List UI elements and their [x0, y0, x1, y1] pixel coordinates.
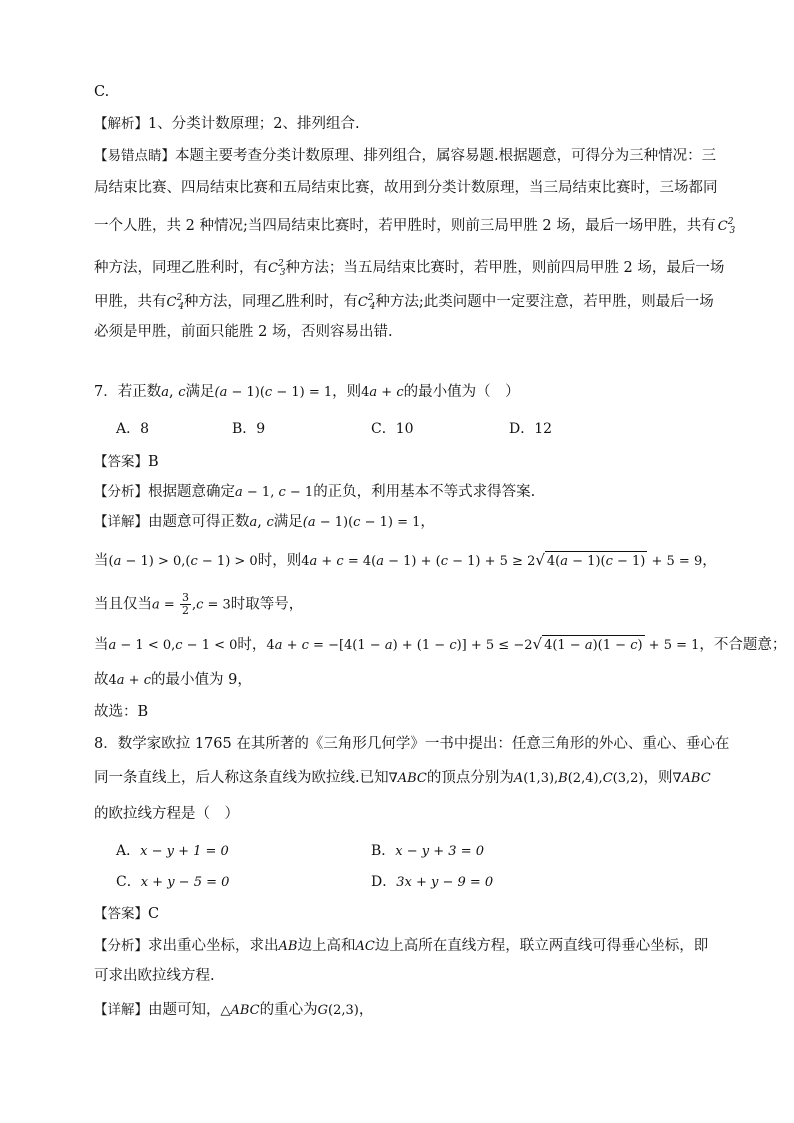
- detail-tag: 【详解】: [94, 514, 148, 530]
- q8-option-c: [116, 871, 229, 891]
- q7-stem: 7．若正数a, c满足(a − 1)(c − 1) = 1，则4a + c的最小值为（ ）: [94, 384, 520, 400]
- q8-option-d-label: D．: [371, 874, 397, 890]
- tip-text-1: 本题主要考查分类计数原理、排列组合，属容易题.根据题意，可得分为三种情况：三: [175, 148, 717, 164]
- c-symbol: $C^2_4$: [357, 293, 376, 312]
- q7-choose: 故选：B: [94, 704, 149, 720]
- q8-analysis-b: 边上高和: [297, 938, 356, 954]
- d3c: ，不合题意；: [699, 637, 787, 653]
- q7-stem-mid: 满足: [185, 384, 215, 400]
- q8-stem-2b: 的顶点分别为: [426, 770, 514, 786]
- analysis-text: 1、分类计数原理；2、排列组合.: [148, 116, 360, 132]
- q8-analysis-a: 求出重心坐标，求出: [148, 938, 279, 954]
- q6-tip-line-4: [94, 254, 724, 283]
- q6-tip-line-2: 局结束比赛、四局结束比赛和五局结束比赛，故用到分类计数原理，当三局结束比赛时，三场都同: [94, 180, 718, 196]
- q6-tip-line-3: [94, 212, 735, 241]
- analysis-tag: 【分析】: [94, 484, 148, 500]
- q7-analysis: 【分析】根据题意确定a − 1, c − 1的正负，利用基本不等式求得答案.: [94, 484, 536, 500]
- q7-number: 7．若正数: [94, 384, 162, 400]
- analysis-text-a: 根据题意确定: [148, 484, 235, 500]
- d4b: 的最小值为 9，: [151, 672, 252, 688]
- q8-option-b: [371, 840, 484, 860]
- q8-option-c-label: C．: [116, 874, 141, 890]
- q8-option-b-label: B．: [371, 843, 396, 859]
- q6-analysis: [94, 114, 360, 134]
- q8-stem-2: 同一条直线上，后人称这条直线为欧拉线.已知∇ABC的顶点分别为A(1,3),B(2,4),C(3,2)，则∇ABC: [94, 770, 711, 786]
- q7-answer: [94, 452, 159, 472]
- detail-text-b: 满足: [273, 514, 303, 530]
- q7-option-d: D．12: [509, 421, 553, 437]
- q7-derivation-1: 当(a − 1) > 0,(c − 1) > 0时，则4a + c = 4(a − 1) + (c − 1) + 5 ≥ 2√ 4(a − 1)(c − 1) + 5 = 9，: [94, 550, 717, 572]
- q6-tip-line-1: [94, 146, 716, 166]
- analysis-tag: 【分析】: [94, 938, 148, 954]
- d1b: 时，则: [257, 553, 302, 569]
- c-symbol: $C^2_3$: [268, 259, 286, 278]
- tip-text-3: 一个人胜，共 2 种情况;当四局结束比赛时，若甲胜时，则前三局甲胜 2 场，最后一场甲胜，共有: [94, 218, 716, 234]
- q8-answer: [94, 904, 159, 924]
- q7-derivation-4: 故4a + c的最小值为 9，: [94, 672, 252, 688]
- d2b: 时取等号，: [230, 596, 304, 613]
- tip-text-5b: 种方法，同理乙胜利时，有: [183, 294, 358, 310]
- detail-text-a: 由题意可得正数: [148, 514, 250, 530]
- q8-option-a: [116, 840, 229, 860]
- q8-detail: 【详解】由题可知，△ABC的重心为G(2,3)，: [94, 1002, 374, 1018]
- d4a: 故: [94, 672, 109, 688]
- q8-option-b-math: x − y + 3 = 0: [395, 844, 484, 859]
- tip-tag: 【易错点睛】: [94, 148, 175, 164]
- q8-stem-1: 8．数学家欧拉 1765 在其所著的《三角形几何学》一书中提出：任意三角形的外心、重心、垂心在: [94, 736, 730, 752]
- detail-tag: 【详解】: [94, 1002, 148, 1018]
- q8-detail-b: 的重心为: [259, 1002, 318, 1018]
- q8-analysis-1: 【分析】求出重心坐标，求出AB边上高和AC边上高所在直线方程，联立两直线可得垂心坐标，即: [94, 938, 709, 954]
- answer-value: C: [148, 906, 160, 922]
- tip-text-4a: 种方法，同理乙胜利时，有: [94, 260, 268, 276]
- q6-answer: C.: [94, 84, 110, 100]
- q8-detail-a: 由题可知，: [148, 1002, 221, 1018]
- d1a: 当: [94, 553, 109, 569]
- tip-text-4b: 种方法；当五局结束比赛时，若甲胜，则前四局甲胜 2 场，最后一场: [285, 260, 725, 276]
- q8-analysis-c: 边上高所在直线方程，联立两直线可得垂心坐标，即: [374, 938, 709, 954]
- q7-detail: 【详解】由题意可得正数a, c满足(a − 1)(c − 1) = 1，: [94, 514, 435, 530]
- q6-tip-line-6: 必须是甲胜，前面只能胜 2 场，否则容易出错.: [94, 324, 393, 340]
- q8-option-d-math: 3x + y − 9 = 0: [396, 875, 494, 890]
- c-symbol: $C^2_4$: [166, 293, 184, 312]
- q8-detail-c: ，: [358, 1002, 374, 1018]
- answer-tag: 【答案】: [94, 454, 148, 470]
- c-4-2-symbol: $C^2_3$: [717, 217, 736, 236]
- d2a: 当且仅当: [94, 596, 152, 613]
- q7-option-c: C．10: [371, 421, 414, 437]
- q7-derivation-2: 当且仅当a = $\frac{3}{2}$ ,c = 3时取等号，: [94, 591, 304, 617]
- q8-option-c-math: x + y − 5 = 0: [140, 875, 230, 890]
- analysis-text-b: 的正负，利用基本不等式求得答案.: [313, 484, 536, 500]
- q6-tip-line-5: [94, 288, 714, 317]
- q8-stem-2c: ，则: [643, 770, 673, 786]
- analysis-tag: 【解析】: [94, 116, 148, 132]
- q8-option-a-label: A．: [116, 843, 141, 859]
- q8-option-d: [371, 871, 493, 891]
- q7-stem-tail: 的最小值为（ ）: [403, 384, 520, 400]
- q8-analysis-2: 可求出欧拉线方程.: [94, 968, 215, 984]
- tip-text-5a: 甲胜，共有: [94, 294, 167, 310]
- q7-option-b: B．9: [232, 421, 266, 437]
- answer-value: B: [148, 454, 159, 470]
- d3b: 时，: [237, 637, 267, 653]
- q8-stem-3: 的欧拉线方程是（ ）: [94, 806, 239, 822]
- d3a: 当: [94, 637, 109, 653]
- q8-option-a-math: x − y + 1 = 0: [140, 844, 229, 859]
- answer-tag: 【答案】: [94, 906, 148, 922]
- q8-stem-2a: 同一条直线上，后人称这条直线为欧拉线.已知: [94, 770, 389, 786]
- q7-stem-end: ，则: [332, 384, 362, 400]
- q7-option-a: A．8: [116, 421, 150, 437]
- tip-text-5c: 种方法;此类问题中一定要注意，若甲胜，则最后一场: [375, 294, 714, 310]
- q7-derivation-3: 当a − 1 < 0,c − 1 < 0时，4a + c = −[4(1 − a) + (1 − c)] + 5 ≤ −2√ 4(1 − a)(1 − c) + 5 = 1，不合题意；: [94, 634, 786, 656]
